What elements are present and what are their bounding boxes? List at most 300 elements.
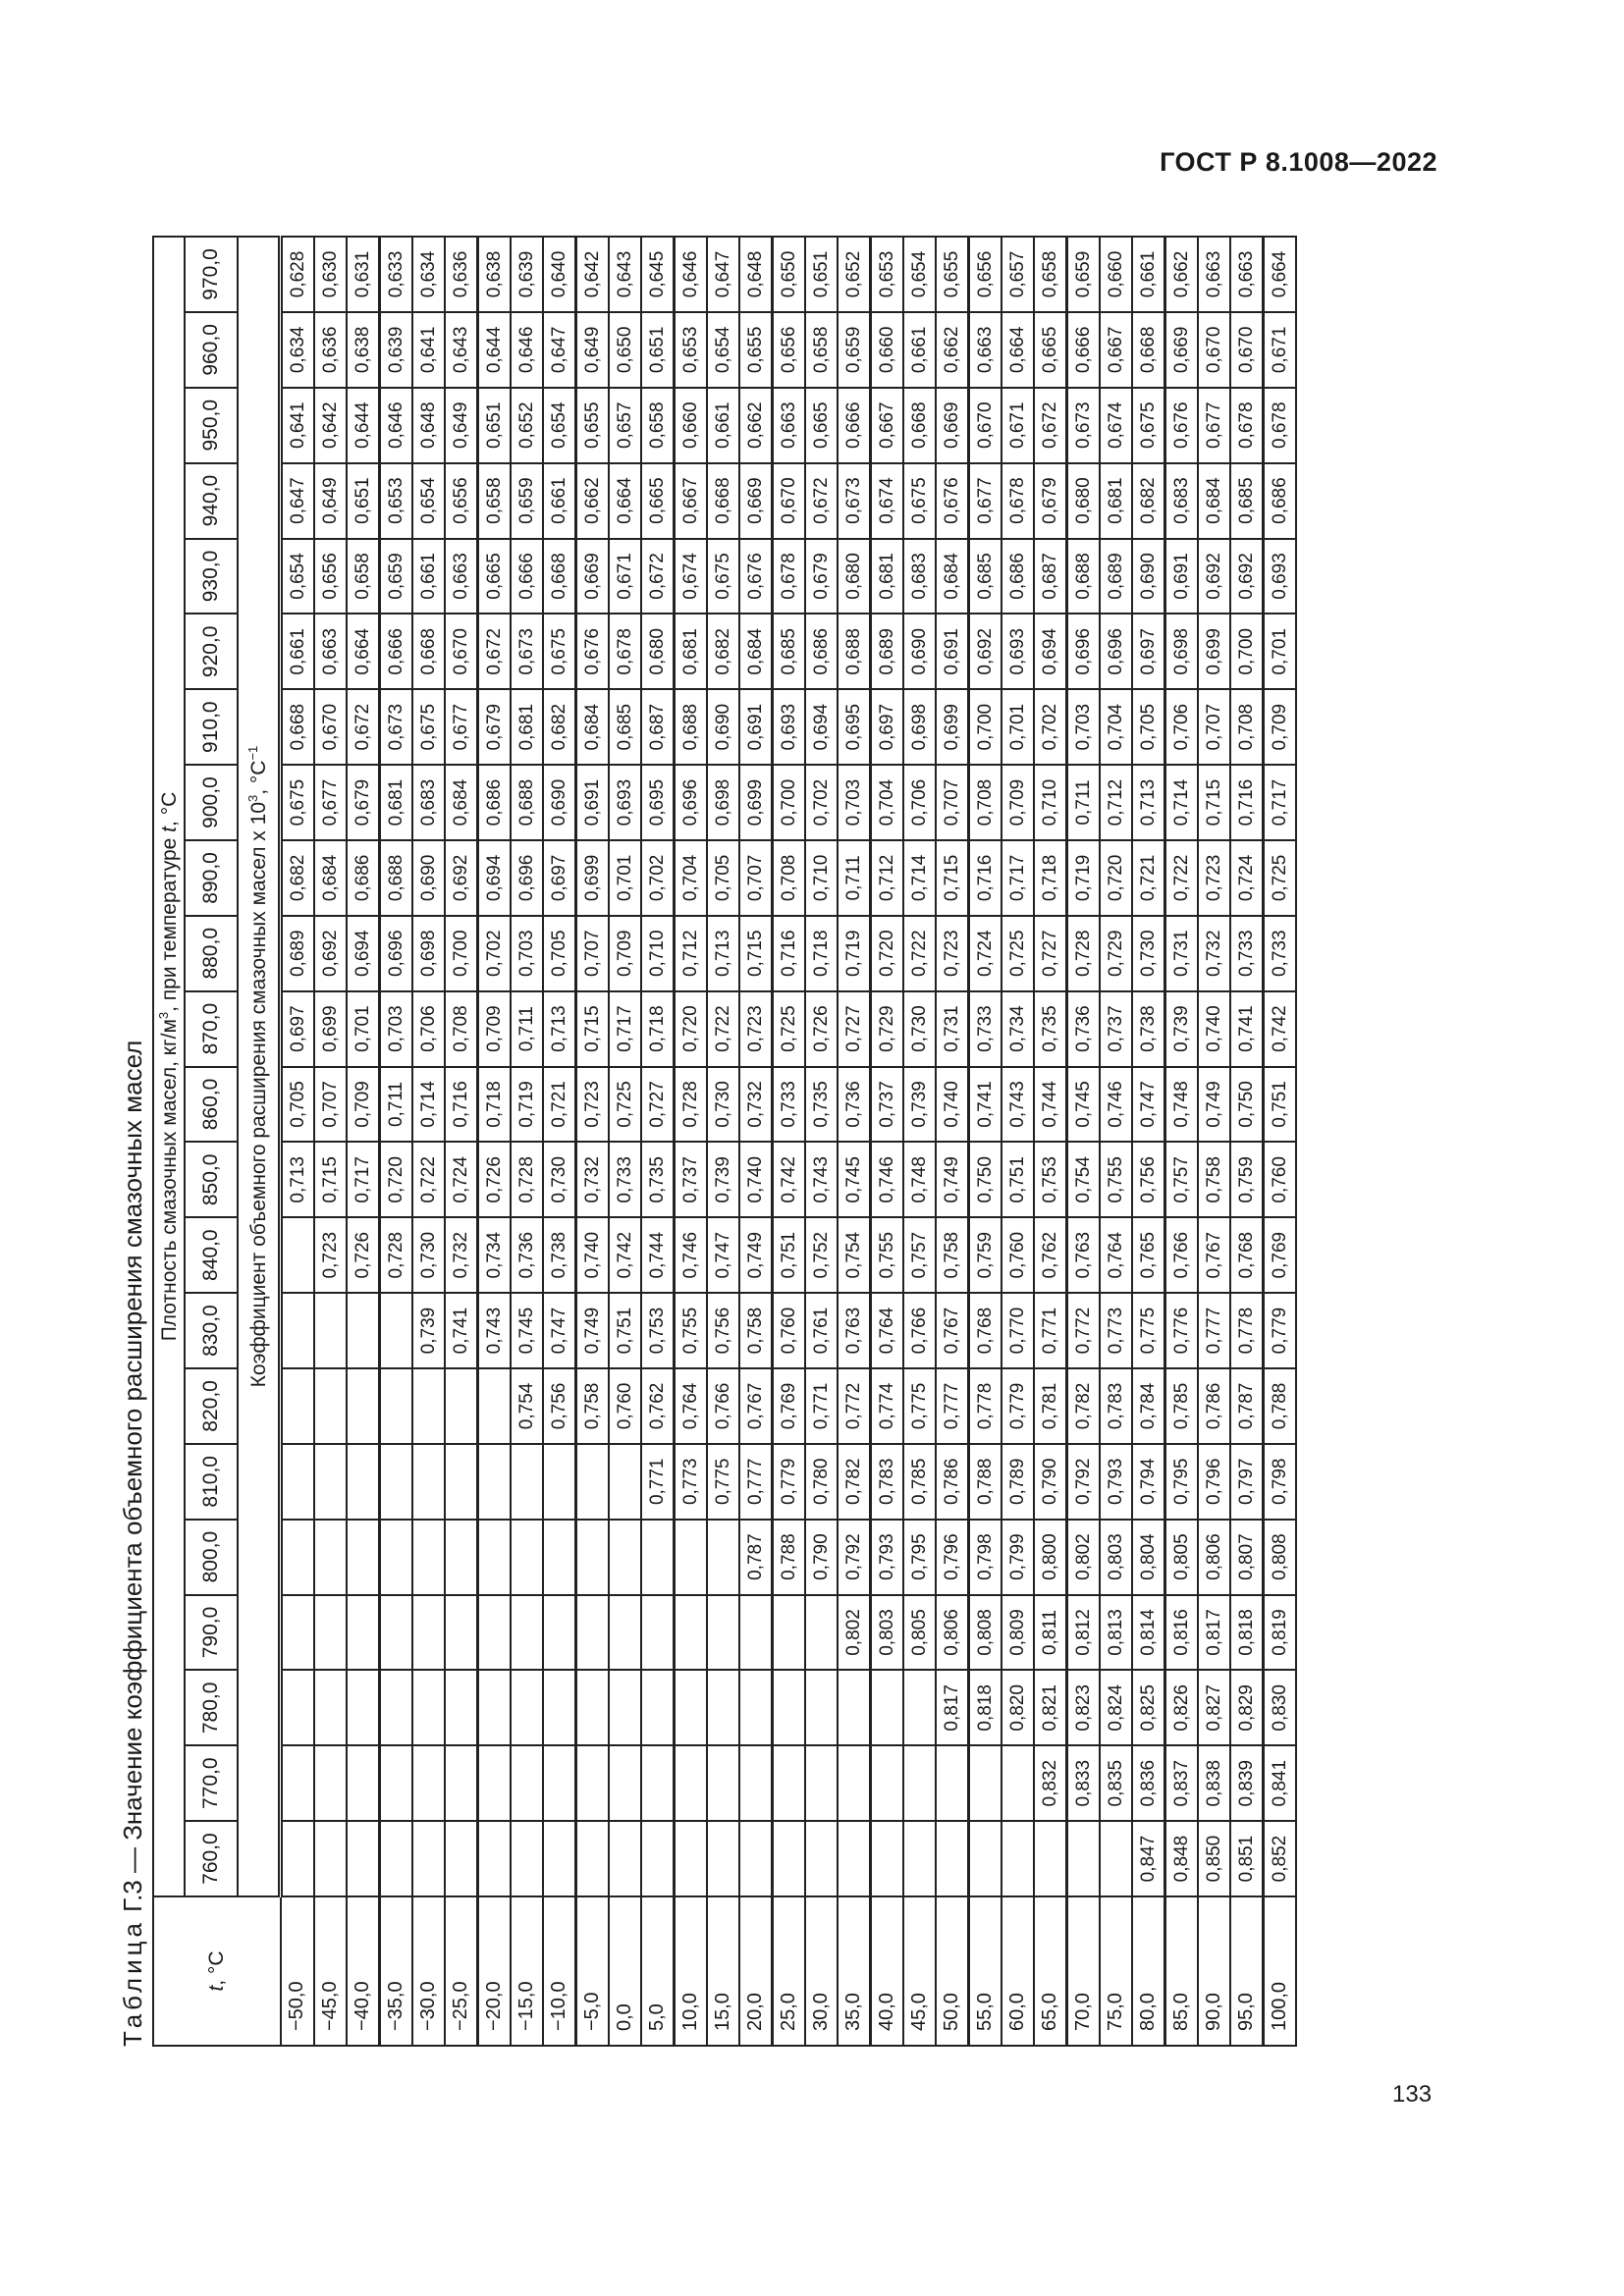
coefficient-cell: 0,798	[969, 1520, 1002, 1595]
coefficient-cell	[543, 1745, 576, 1821]
coefficient-cell: 0,669	[1165, 312, 1199, 388]
coefficient-cell	[380, 1293, 413, 1368]
coefficient-cell: 0,639	[511, 237, 543, 312]
temperature-cell: 75,0	[1100, 1896, 1132, 2046]
coefficient-cell: 0,715	[1198, 765, 1230, 840]
coefficient-cell: 0,792	[1067, 1444, 1101, 1520]
density-group-header: Плотность смазочных масел, $кг/м^3$, при температуре t, °С	[153, 237, 185, 1896]
coefficient-cell	[707, 1670, 739, 1745]
coefficient-cell: 0,706	[412, 991, 445, 1067]
coefficient-cell: 0,638	[347, 312, 380, 388]
coefficient-cell: 0,671	[1264, 312, 1297, 388]
coefficient-cell: 0,642	[314, 388, 347, 463]
coefficient-cell: 0,749	[936, 1142, 969, 1217]
coefficient-cell	[805, 1821, 838, 1896]
temperature-column-header: t, °С	[153, 1896, 281, 2046]
coefficient-cell: 0,712	[675, 916, 708, 991]
coefficient-cell: 0,733	[609, 1142, 641, 1217]
coefficient-cell: 0,675	[903, 463, 936, 539]
temperature-cell: 80,0	[1132, 1896, 1165, 2046]
coefficient-cell: 0,704	[1100, 689, 1132, 765]
coefficient-cell: 0,659	[838, 312, 871, 388]
coefficient-cell: 0,766	[903, 1293, 936, 1368]
coefficient-cell	[347, 1595, 380, 1671]
coefficient-cell: 0,695	[838, 689, 871, 765]
coefficient-cell: 0,681	[511, 689, 543, 765]
coefficient-cell: 0,661	[281, 614, 315, 689]
coefficient-cell	[445, 1595, 478, 1671]
coefficient-group-header: Коэффициент объемного расширения смазочных масел х $10^3$, $^\circ С^{-1}$	[238, 237, 281, 1896]
coefficient-cell	[609, 1444, 641, 1520]
coefficient-cell	[445, 1444, 478, 1520]
coefficient-cell: 0,714	[903, 840, 936, 916]
coefficient-cell: 0,819	[1264, 1595, 1297, 1671]
coefficient-cell	[675, 1670, 708, 1745]
coefficient-cell	[641, 1745, 675, 1821]
coefficient-cell: 0,696	[675, 765, 708, 840]
coefficient-cell: 0,694	[1034, 614, 1067, 689]
coefficient-cell	[675, 1520, 708, 1595]
coefficient-cell: 0,718	[641, 991, 675, 1067]
coefficient-cell: 0,851	[1230, 1821, 1264, 1896]
coefficient-cell: 0,688	[675, 689, 708, 765]
coefficient-cell	[281, 1368, 315, 1444]
coefficient-cell: 0,826	[1165, 1670, 1199, 1745]
coefficient-cell: 0,779	[773, 1444, 806, 1520]
coefficient-cell: 0,673	[838, 463, 871, 539]
coefficient-cell: 0,697	[871, 689, 904, 765]
coefficient-cell: 0,762	[641, 1368, 675, 1444]
coefficient-cell	[380, 1595, 413, 1671]
coefficient-cell: 0,723	[936, 916, 969, 991]
coefficient-cell	[641, 1821, 675, 1896]
coefficient-cell: 0,658	[641, 388, 675, 463]
table-row	[576, 237, 610, 2046]
coefficient-cell: 0,715	[576, 991, 610, 1067]
coefficient-cell: 0,798	[1264, 1444, 1297, 1520]
coefficient-cell	[1001, 1821, 1034, 1896]
coefficient-cell: 0,685	[609, 689, 641, 765]
coefficient-cell	[511, 1745, 543, 1821]
density-column-header: 920,0	[185, 614, 238, 689]
density-column-header: 790,0	[185, 1595, 238, 1671]
table-row	[936, 237, 969, 2046]
coefficient-cell: 0,656	[773, 312, 806, 388]
coefficient-cell: 0,691	[1165, 539, 1199, 614]
coefficient-cell: 0,706	[903, 765, 936, 840]
coefficient-cell: 0,805	[903, 1595, 936, 1671]
coefficient-cell: 0,714	[412, 1067, 445, 1143]
coefficient-cell	[1067, 1821, 1101, 1896]
coefficient-cell: 0,666	[380, 614, 413, 689]
coefficient-cell: 0,651	[805, 237, 838, 312]
coefficient-cell: 0,753	[1034, 1142, 1067, 1217]
coefficient-cell: 0,745	[1067, 1067, 1101, 1143]
coefficient-cell: 0,663	[1198, 237, 1230, 312]
coefficient-cell: 0,779	[1001, 1368, 1034, 1444]
coefficient-cell: 0,690	[412, 840, 445, 916]
coefficient-cell: 0,701	[1001, 689, 1034, 765]
coefficient-cell: 0,678	[609, 614, 641, 689]
coefficient-cell: 0,735	[805, 1067, 838, 1143]
coefficient-cell: 0,769	[1264, 1217, 1297, 1293]
coefficient-cell: 0,832	[1034, 1745, 1067, 1821]
coefficient-cell: 0,787	[739, 1520, 773, 1595]
coefficient-cell: 0,837	[1165, 1745, 1199, 1821]
coefficient-cell: 0,667	[1100, 312, 1132, 388]
coefficient-cell: 0,797	[1230, 1444, 1264, 1520]
density-column-header: 860,0	[185, 1067, 238, 1143]
coefficient-cell	[314, 1821, 347, 1896]
coefficient-cell: 0,690	[903, 614, 936, 689]
table-row	[969, 237, 1002, 2046]
coefficient-cell: 0,747	[707, 1217, 739, 1293]
coefficient-cell: 0,789	[1001, 1444, 1034, 1520]
coefficient-cell: 0,660	[675, 388, 708, 463]
coefficient-cell: 0,672	[1034, 388, 1067, 463]
coefficient-cell	[281, 1444, 315, 1520]
coefficient-cell: 0,767	[739, 1368, 773, 1444]
coefficient-cell: 0,700	[773, 765, 806, 840]
coefficient-cell: 0,729	[871, 991, 904, 1067]
coefficient-cell: 0,691	[576, 765, 610, 840]
coefficient-cell: 0,670	[773, 463, 806, 539]
coefficient-cell	[739, 1670, 773, 1745]
coefficient-cell	[936, 1821, 969, 1896]
coefficient-cell: 0,786	[1198, 1368, 1230, 1444]
coefficient-cell: 0,682	[281, 840, 315, 916]
coefficient-cell	[543, 1595, 576, 1671]
coefficient-cell: 0,805	[1165, 1520, 1199, 1595]
coefficient-cell	[641, 1670, 675, 1745]
coefficient-cell: 0,690	[1132, 539, 1165, 614]
coefficient-cell: 0,672	[641, 539, 675, 614]
coefficient-cell: 0,726	[805, 991, 838, 1067]
coefficient-cell: 0,683	[903, 539, 936, 614]
coefficient-cell: 0,852	[1264, 1821, 1297, 1896]
coefficient-cell: 0,730	[543, 1142, 576, 1217]
coefficient-cell: 0,760	[1001, 1217, 1034, 1293]
coefficient-cell	[281, 1217, 315, 1293]
coefficient-cell: 0,787	[1230, 1368, 1264, 1444]
coefficient-cell	[543, 1444, 576, 1520]
density-column-header: 900,0	[185, 765, 238, 840]
coefficient-cell: 0,756	[543, 1368, 576, 1444]
coefficient-cell: 0,728	[1067, 916, 1101, 991]
coefficient-cell: 0,701	[609, 840, 641, 916]
coefficient-cell	[773, 1821, 806, 1896]
coefficient-cell: 0,734	[1001, 991, 1034, 1067]
coefficient-cell: 0,756	[1132, 1142, 1165, 1217]
coefficient-cell: 0,703	[380, 991, 413, 1067]
coefficient-cell	[445, 1670, 478, 1745]
coefficient-cell	[281, 1293, 315, 1368]
coefficient-cell: 0,829	[1230, 1670, 1264, 1745]
temperature-cell: 10,0	[675, 1896, 708, 2046]
coefficient-cell	[314, 1670, 347, 1745]
coefficient-cell: 0,714	[1165, 765, 1199, 840]
coefficient-cell: 0,675	[412, 689, 445, 765]
coefficient-cell: 0,706	[1165, 689, 1199, 765]
temperature-cell: 60,0	[1001, 1896, 1034, 2046]
coefficient-cell: 0,708	[445, 991, 478, 1067]
coefficient-cell: 0,654	[543, 388, 576, 463]
coefficient-cell: 0,692	[1230, 539, 1264, 614]
coefficient-cell: 0,750	[969, 1142, 1002, 1217]
coefficient-cell	[707, 1821, 739, 1896]
coefficient-cell: 0,813	[1100, 1595, 1132, 1671]
coefficient-cell: 0,746	[871, 1142, 904, 1217]
coefficient-cell: 0,669	[576, 539, 610, 614]
coefficient-cell: 0,709	[609, 916, 641, 991]
coefficient-cell: 0,771	[1034, 1293, 1067, 1368]
coefficient-cell	[1001, 1745, 1034, 1821]
density-column-header: 930,0	[185, 539, 238, 614]
coefficient-cell: 0,737	[871, 1067, 904, 1143]
coefficient-cell: 0,661	[1132, 237, 1165, 312]
coefficient-cell: 0,816	[1165, 1595, 1199, 1671]
coefficient-cell: 0,738	[543, 1217, 576, 1293]
coefficient-cell: 0,768	[1230, 1217, 1264, 1293]
coefficient-cell	[347, 1821, 380, 1896]
coefficient-cell: 0,681	[871, 539, 904, 614]
coefficient-cell: 0,682	[1132, 463, 1165, 539]
coefficient-cell: 0,639	[380, 312, 413, 388]
coefficient-cell	[838, 1745, 871, 1821]
coefficient-cell: 0,720	[871, 916, 904, 991]
temperature-cell: −25,0	[445, 1896, 478, 2046]
coefficient-cell: 0,654	[412, 463, 445, 539]
coefficient-cell: 0,634	[281, 312, 315, 388]
coefficient-cell: 0,701	[347, 991, 380, 1067]
coefficient-cell: 0,759	[969, 1217, 1002, 1293]
coefficient-cell: 0,669	[739, 463, 773, 539]
table-caption-prefix: Таблица	[118, 1919, 147, 2047]
coefficient-cell: 0,841	[1264, 1745, 1297, 1821]
coefficient-cell: 0,663	[1230, 237, 1264, 312]
coefficient-cell	[675, 1821, 708, 1896]
coefficient-cell: 0,663	[314, 614, 347, 689]
coefficient-cell: 0,686	[347, 840, 380, 916]
coefficient-cell: 0,646	[511, 312, 543, 388]
coefficient-cell: 0,717	[609, 991, 641, 1067]
coefficient-cell: 0,720	[675, 991, 708, 1067]
coefficient-cell: 0,696	[511, 840, 543, 916]
coefficient-cell: 0,691	[936, 614, 969, 689]
density-column-header: 800,0	[185, 1520, 238, 1595]
temperature-cell: 30,0	[805, 1896, 838, 2046]
coefficient-cell	[478, 1368, 512, 1444]
coefficient-cell: 0,729	[1100, 916, 1132, 991]
density-column-header: 780,0	[185, 1670, 238, 1745]
coefficient-cell: 0,830	[1264, 1670, 1297, 1745]
coefficient-cell: 0,778	[969, 1368, 1002, 1444]
coefficient-cell: 0,747	[1132, 1067, 1165, 1143]
coefficient-cell: 0,678	[1230, 388, 1264, 463]
coefficient-cell	[609, 1745, 641, 1821]
coefficient-cell	[1100, 1821, 1132, 1896]
coefficient-cell: 0,686	[478, 765, 512, 840]
coefficient-cell: 0,742	[609, 1217, 641, 1293]
coefficient-cell: 0,653	[871, 237, 904, 312]
coefficient-cell: 0,711	[511, 991, 543, 1067]
coefficient-cell: 0,662	[739, 388, 773, 463]
coefficient-cell: 0,711	[380, 1067, 413, 1143]
coefficient-cell	[281, 1595, 315, 1671]
coefficient-cell	[445, 1745, 478, 1821]
coefficient-cell: 0,699	[739, 765, 773, 840]
coefficient-cell: 0,708	[773, 840, 806, 916]
coefficient-cell: 0,662	[1165, 237, 1199, 312]
coefficient-cell: 0,716	[1230, 765, 1264, 840]
coefficient-cell: 0,647	[707, 237, 739, 312]
coefficient-cell	[347, 1520, 380, 1595]
coefficient-cell: 0,688	[1067, 539, 1101, 614]
coefficient-cell: 0,707	[576, 916, 610, 991]
coefficient-cell: 0,780	[805, 1444, 838, 1520]
temperature-cell: 0,0	[609, 1896, 641, 2046]
coefficient-cell: 0,631	[347, 237, 380, 312]
coefficient-cell: 0,689	[871, 614, 904, 689]
coefficient-cell: 0,731	[936, 991, 969, 1067]
coefficient-cell: 0,751	[1264, 1067, 1297, 1143]
table-row	[281, 237, 315, 2046]
coefficient-cell: 0,737	[1100, 991, 1132, 1067]
coefficient-cell: 0,728	[511, 1142, 543, 1217]
coefficient-cell: 0,764	[871, 1293, 904, 1368]
coefficient-cell: 0,744	[641, 1217, 675, 1293]
coefficient-cell: 0,665	[641, 463, 675, 539]
coefficient-cell: 0,782	[838, 1444, 871, 1520]
coefficient-cell: 0,723	[739, 991, 773, 1067]
table-row	[1100, 237, 1132, 2046]
coefficient-cell: 0,653	[675, 312, 708, 388]
coefficient-cell: 0,690	[707, 689, 739, 765]
coefficient-cell: 0,747	[543, 1293, 576, 1368]
coefficient-cell: 0,739	[903, 1067, 936, 1143]
coefficient-cell: 0,713	[281, 1142, 315, 1217]
coefficient-cell: 0,716	[969, 840, 1002, 916]
coefficient-cell: 0,704	[871, 765, 904, 840]
coefficient-cell: 0,672	[347, 689, 380, 765]
coefficient-cell: 0,659	[1067, 237, 1101, 312]
coefficient-cell: 0,751	[773, 1217, 806, 1293]
temperature-cell: 25,0	[773, 1896, 806, 2046]
coefficient-cell: 0,687	[1034, 539, 1067, 614]
coefficient-cell: 0,633	[380, 237, 413, 312]
coefficient-cell	[281, 1520, 315, 1595]
coefficient-cell: 0,732	[739, 1067, 773, 1143]
temperature-cell: 40,0	[871, 1896, 904, 2046]
coefficient-cell: 0,818	[1230, 1595, 1264, 1671]
coefficient-cell: 0,742	[773, 1142, 806, 1217]
coefficient-cell: 0,817	[1198, 1595, 1230, 1671]
coefficient-cell	[641, 1520, 675, 1595]
table-row	[347, 237, 380, 2046]
table-row	[707, 237, 739, 2046]
coefficient-cell: 0,680	[641, 614, 675, 689]
coefficient-cell	[281, 1745, 315, 1821]
coefficient-cell: 0,676	[936, 463, 969, 539]
density-column-header: 960,0	[185, 312, 238, 388]
coefficient-cell: 0,655	[739, 312, 773, 388]
coefficient-cell	[576, 1821, 610, 1896]
coefficient-cell: 0,726	[347, 1217, 380, 1293]
coefficient-cell	[511, 1520, 543, 1595]
coefficient-cell: 0,641	[281, 388, 315, 463]
coefficient-cell: 0,783	[871, 1444, 904, 1520]
coefficient-cell: 0,661	[543, 463, 576, 539]
coefficient-cell: 0,679	[478, 689, 512, 765]
coefficient-cell	[576, 1745, 610, 1821]
coefficient-cell: 0,662	[576, 463, 610, 539]
coefficient-cell: 0,720	[1100, 840, 1132, 916]
coefficient-cell: 0,722	[412, 1142, 445, 1217]
table-row	[1034, 237, 1067, 2046]
coefficient-cell: 0,775	[707, 1444, 739, 1520]
coefficient-cell: 0,659	[511, 463, 543, 539]
coefficient-cell: 0,772	[838, 1368, 871, 1444]
coefficient-cell	[969, 1745, 1002, 1821]
coefficient-cell: 0,761	[805, 1293, 838, 1368]
coefficient-cell: 0,643	[609, 237, 641, 312]
coefficient-cell: 0,733	[773, 1067, 806, 1143]
coefficient-cell: 0,740	[739, 1142, 773, 1217]
coefficient-cell: 0,722	[707, 991, 739, 1067]
coefficient-cell: 0,717	[1264, 765, 1297, 840]
coefficient-cell: 0,807	[1230, 1520, 1264, 1595]
coefficient-cell: 0,654	[903, 237, 936, 312]
coefficient-cell: 0,685	[1230, 463, 1264, 539]
coefficient-cell: 0,771	[641, 1444, 675, 1520]
density-column-header: 940,0	[185, 463, 238, 539]
coefficient-cell: 0,795	[903, 1520, 936, 1595]
coefficient-cell: 0,788	[969, 1444, 1002, 1520]
coefficient-cell: 0,692	[314, 916, 347, 991]
coefficient-cell	[347, 1293, 380, 1368]
temperature-cell: 90,0	[1198, 1896, 1230, 2046]
coefficient-cell: 0,648	[739, 237, 773, 312]
coefficient-cell: 0,709	[1264, 689, 1297, 765]
coefficient-cell: 0,677	[1198, 388, 1230, 463]
temperature-cell: −10,0	[543, 1896, 576, 2046]
coefficient-cell: 0,732	[1198, 916, 1230, 991]
coefficient-cell: 0,673	[511, 614, 543, 689]
coefficient-cell	[478, 1520, 512, 1595]
table-row	[511, 237, 543, 2046]
coefficient-cell	[478, 1670, 512, 1745]
coefficient-cell	[576, 1520, 610, 1595]
coefficient-cell: 0,676	[1165, 388, 1199, 463]
coefficient-cell: 0,654	[707, 312, 739, 388]
coefficient-cell: 0,677	[314, 765, 347, 840]
coefficient-cell: 0,651	[347, 463, 380, 539]
coefficient-cell	[445, 1368, 478, 1444]
coefficient-cell	[707, 1595, 739, 1671]
coefficient-cell	[805, 1745, 838, 1821]
coefficient-cell: 0,824	[1100, 1670, 1132, 1745]
coefficient-cell: 0,693	[773, 689, 806, 765]
coefficient-cell	[412, 1670, 445, 1745]
coefficient-cell: 0,757	[1165, 1142, 1199, 1217]
coefficient-cell: 0,659	[380, 539, 413, 614]
coefficient-cell: 0,709	[1001, 765, 1034, 840]
coefficient-cell: 0,683	[1165, 463, 1199, 539]
coefficient-cell: 0,673	[380, 689, 413, 765]
coefficient-cell: 0,728	[675, 1067, 708, 1143]
table-row	[773, 237, 806, 2046]
coefficient-cell: 0,705	[281, 1067, 315, 1143]
